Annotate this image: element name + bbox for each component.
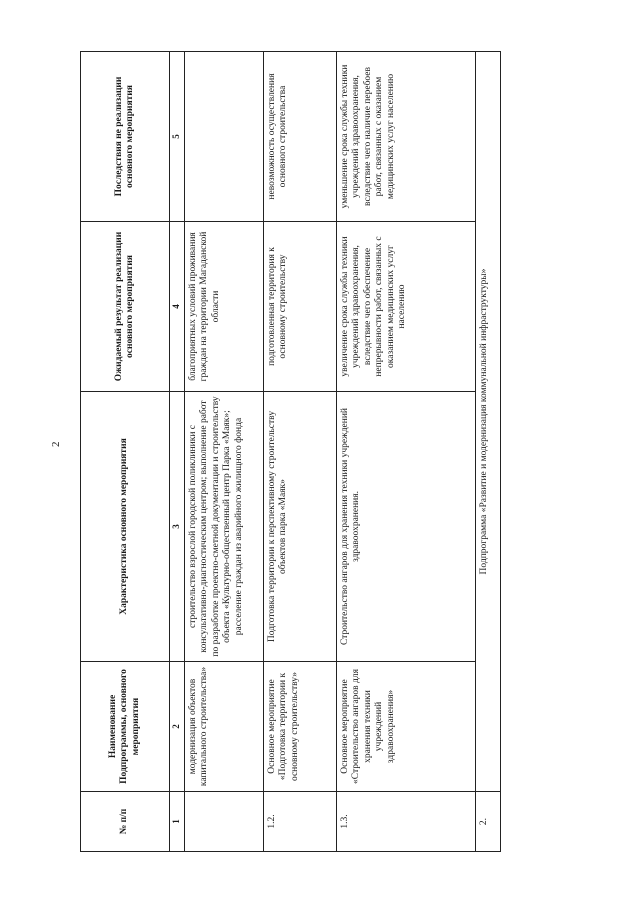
subprogram-title: Подпрограмма «Развитие и модернизация коммунальной инфраструктуры» — [476, 52, 501, 792]
header-description: Характеристика основного мероприятия — [81, 392, 170, 662]
header-row — [81, 52, 170, 852]
table-row — [264, 52, 337, 852]
col-number: 5 — [170, 52, 185, 222]
table-row — [185, 52, 264, 852]
row-name: Основное мероприятие «Строительство ангаров для хранения техники учреждений здравоохранения» — [337, 662, 476, 792]
row-result: благоприятных условий проживания граждан на территории Магаданской области — [185, 222, 264, 392]
row-name: модернизация объектов капитального строительства» — [185, 662, 264, 792]
row-result: подготовленная территория к основному строительству — [264, 222, 337, 392]
row-consequence: невозможность осуществления основного строительства — [264, 52, 337, 222]
row-consequence — [185, 52, 264, 222]
col-number: 3 — [170, 392, 185, 662]
row-num: 1.3. — [337, 792, 476, 852]
row-consequence: уменьшение срока службы техники учреждений здравоохранения, вследствие чего наличие перебоев работ, связанных с оказанием медицинских услуг населению — [337, 52, 476, 222]
col-number: 4 — [170, 222, 185, 392]
row-description: Подготовка территории к перспективному строительству объектов парка «Маяк» — [264, 392, 337, 662]
page-number: 2 — [50, 441, 62, 447]
measures-table — [80, 51, 501, 852]
header-name: Наименование Подпрограммы, основного мероприятия — [81, 662, 170, 792]
row-num — [185, 792, 264, 852]
header-num: № п/п — [81, 792, 170, 852]
row-name: Основное мероприятие «Подготовка территории к основному строительству» — [264, 662, 337, 792]
column-number-row — [170, 52, 185, 852]
header-result: Ожидаемый результат реализации основного мероприятия — [81, 222, 170, 392]
subprogram-num: 2. — [476, 792, 501, 852]
col-number: 1 — [170, 792, 185, 852]
subprogram-row — [476, 52, 501, 852]
row-description: строительство взрослой городской поликлиники с консультативно-диагностическим центром; выполнение работ по разработке проектно-сметной документации и строительству объекта «Культурно-общественный центр Парка «Маяк»; расселение граждан из аварийного жилищного фонда — [185, 392, 264, 662]
rotated-table-wrapper — [80, 52, 510, 852]
table-row — [337, 52, 476, 852]
header-consequence: Последствия не реализации основного мероприятия — [81, 52, 170, 222]
row-description: Строительство ангаров для хранения техники учреждений здравоохранения. — [337, 392, 476, 662]
col-number: 2 — [170, 662, 185, 792]
row-num: 1.2. — [264, 792, 337, 852]
row-result: увеличение срока службы техники учреждений здравоохранения, вследствие чего обеспечение непрерывности работ, связанных с оказанием медицинских услуг населению — [337, 222, 476, 392]
